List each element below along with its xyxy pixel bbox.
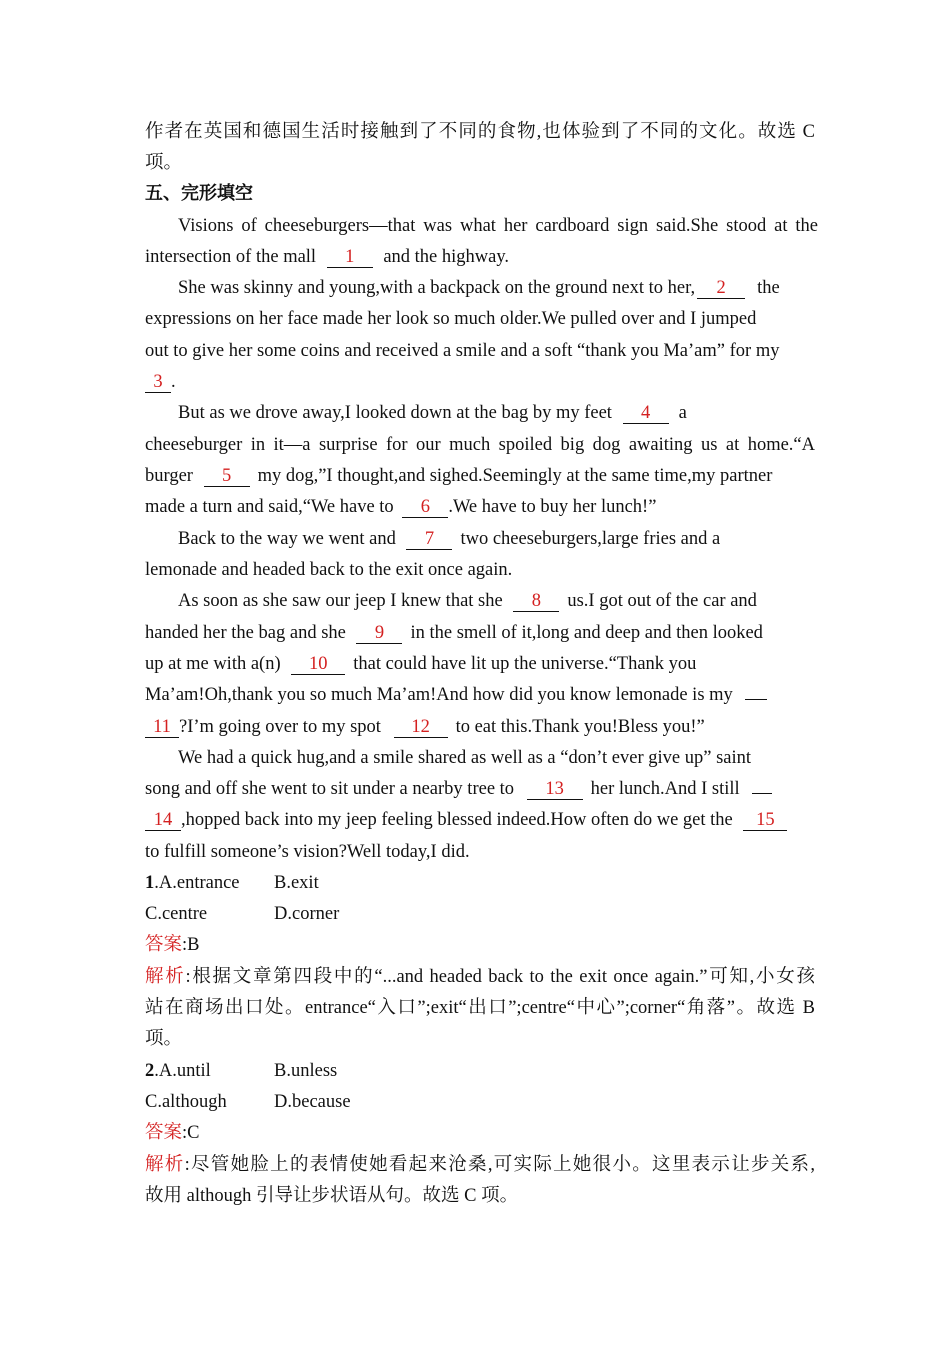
passage-line: song and off she went to sit under a nearby tree to 13 her lunch.And I still [145,777,815,801]
passage-line: handed her the bag and she 9 in the smell of it,long and deep and then looked [145,623,763,643]
passage-line: We had a quick hug,and a smile shared as well as a “don’t ever give up” saint [178,748,752,768]
passage-line: lemonade and headed back to the exit once again. [145,560,513,580]
q2-analysis: 解析:尽管她脸上的表情使她看起来沧桑,可实际上她很小。这里表示让步关系, [145,1155,815,1175]
blank-11[interactable]: 11 [145,717,179,738]
blank-14[interactable]: 14 [145,810,181,831]
q1-option-c[interactable]: C.centre [145,904,208,924]
blank-6[interactable]: 6 [402,497,448,518]
passage-line: 3 . [145,370,815,394]
q1-option-d[interactable]: D.corner [274,904,340,924]
q2-option-b[interactable]: B.unless [274,1061,338,1081]
passage-line: cheeseburger in it—a surprise for our much spoiled big dog awaiting us at home.“A [145,435,815,455]
passage-line: 11 ?I’m going over to my spot 12 to eat this.Thank you!Bless you!” [145,715,815,739]
q1-answer: 答案:B [145,935,200,955]
q2-option-d[interactable]: D.because [274,1092,351,1112]
q2-analysis-line: 故用 although 引导让步状语从句。故选 C 项。 [145,1186,519,1206]
passage-line: made a turn and said,“We have to 6 .We have to buy her lunch!” [145,497,657,517]
blank-2[interactable]: 2 [697,278,745,299]
passage-line: Back to the way we went and 7 two cheeseburgers,large fries and a [178,529,721,549]
passage-line: out to give her some coins and received a smile and a soft “thank you Ma’am” for my [145,341,780,361]
q1-analysis-line: 项。 [145,1029,183,1049]
blank-14-start [752,793,772,794]
q2-option-c[interactable]: C.although [145,1092,227,1112]
blank-1[interactable]: 1 [327,247,373,268]
q2-answer: 答案:C [145,1123,200,1143]
passage-line: 14 ,hopped back into my jeep feeling blessed indeed.How often do we get the 15 [145,808,815,832]
blank-7[interactable]: 7 [406,529,452,550]
answer-label: 答案 [145,935,183,955]
passage-line: burger 5 my dog,”I thought,and sighed.Seemingly at the same time,my partner [145,466,773,486]
passage-line: She was skinny and young,with a backpack on the ground next to her, 2 the [178,278,780,298]
blank-5[interactable]: 5 [204,466,250,487]
passage-line: Ma’am!Oh,thank you so much Ma’am!And how did you know lemonade is my [145,683,815,707]
passage-line: expressions on her face made her look so much older.We pulled over and I jumped [145,309,757,329]
passage-line: intersection of the mall 1 and the highway. [145,247,510,267]
passage-line: to fulfill someone’s vision?Well today,I did. [145,842,470,862]
passage-line: But as we drove away,I looked down at the bag by my feet 4 a [178,403,687,423]
section-title: 五、完形填空 [145,183,253,204]
q1-option-a[interactable]: 1.A.entrance [145,873,240,893]
passage-line: up at me with a(n) 10 that could have lit up the universe.“Thank you [145,654,697,674]
analysis-label: 解析 [145,1155,185,1175]
analysis-label: 解析 [145,967,186,987]
q2-option-a[interactable]: 2.A.until [145,1061,211,1081]
passage-line: Visions of cheeseburgers—that was what her cardboard sign said.She stood at the [178,216,818,236]
q1-option-b[interactable]: B.exit [274,873,319,893]
blank-9[interactable]: 9 [356,623,402,644]
q1-analysis: 解析:根据文章第四段中的“...and headed back to the exit once again.”可知,小女孩 [145,967,815,987]
blank-10[interactable]: 10 [291,654,345,675]
blank-4[interactable]: 4 [623,403,669,424]
intro-line-1: 作者在英国和德国生活时接触到了不同的食物,也体验到了不同的文化。故选 C [145,122,815,142]
answer-label: 答案 [145,1123,183,1143]
blank-15[interactable]: 15 [743,810,787,831]
blank-3[interactable]: 3 [145,372,171,393]
blank-8[interactable]: 8 [513,591,559,612]
blank-13[interactable]: 13 [527,779,583,800]
blank-12[interactable]: 12 [394,717,448,738]
blank-11-start [745,699,767,700]
passage-line: As soon as she saw our jeep I knew that she 8 us.I got out of the car and [178,591,757,611]
q1-analysis-line: 站在商场出口处。entrance“入口”;exit“出口”;centre“中心”;corner“角落”。故选 B [145,998,815,1018]
intro-line-2: 项。 [145,153,183,173]
